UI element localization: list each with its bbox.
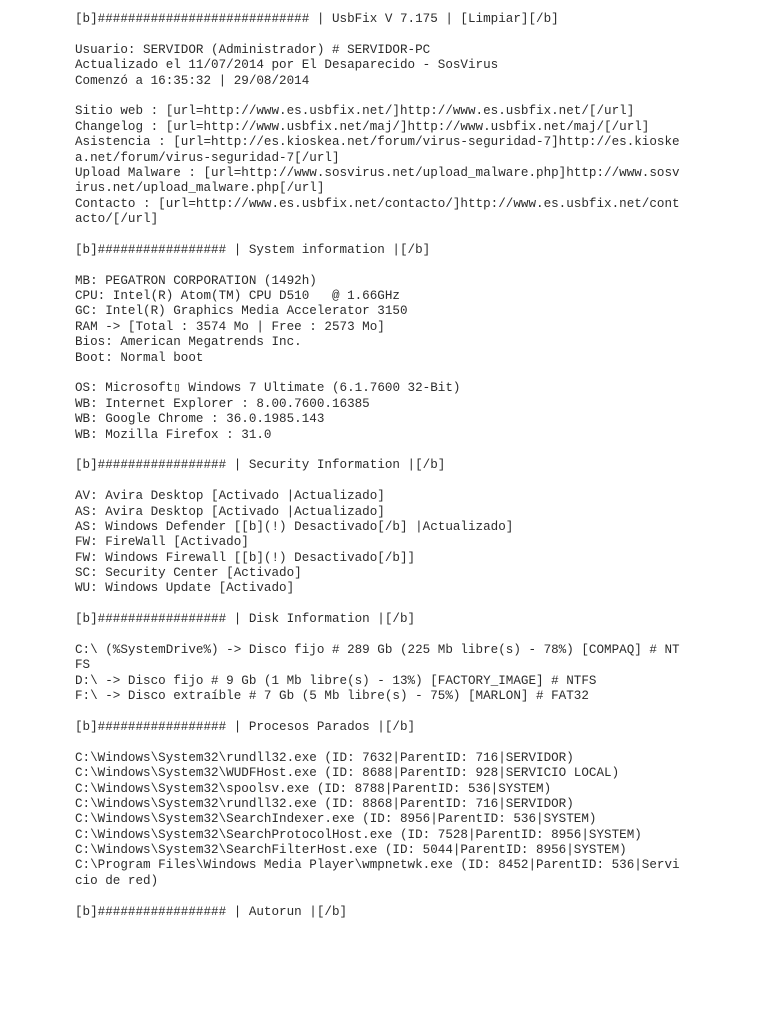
security-item: AS: Avira Desktop [Activado |Actualizado] xyxy=(75,504,385,519)
stopped-processes-section xyxy=(75,720,685,889)
spacer xyxy=(75,27,685,42)
process-item: C:\Windows\System32\rundll32.exe (ID: 8868|ParentID: 716|SERVIDOR) xyxy=(75,796,574,811)
upload-malware-line-cont: irus.net/upload_malware.php[/url] xyxy=(75,181,325,196)
website-line: Sitio web : [url=http://www.es.usbfix.net/]http://www.es.usbfix.net/[/url] xyxy=(75,104,635,119)
assistance-line: Asistencia : [url=http://es.kioskea.net/forum/virus-seguridad-7]http://es.kioske xyxy=(75,135,680,150)
spacer xyxy=(75,705,685,720)
spacer xyxy=(75,443,685,458)
disk-item: C:\ (%SystemDrive%) -> Disco fijo # 289 Gb (225 Mb libre(s) - 78%) [COMPAQ] # NT xyxy=(75,643,680,658)
spacer xyxy=(75,258,685,273)
system-information-section xyxy=(75,243,685,443)
spacer xyxy=(75,628,685,643)
report-title: [b]############################ | UsbFix V 7.175 | [Limpiar][/b] xyxy=(75,12,559,26)
graphics-line: GC: Intel(R) Graphics Media Accelerator 3150 xyxy=(75,304,408,319)
process-item: C:\Windows\System32\SearchFilterHost.exe (ID: 5044|ParentID: 8956|SYSTEM) xyxy=(75,843,627,858)
autorun-section xyxy=(75,905,685,920)
spacer xyxy=(75,227,685,242)
changelog-line: Changelog : [url=http://www.usbfix.net/maj/]http://www.usbfix.net/maj/[/url] xyxy=(75,119,650,134)
started-line: Comenzó a 16:35:32 | 29/08/2014 xyxy=(75,73,310,88)
contact-line: Contacto : [url=http://www.es.usbfix.net/contacto/]http://www.es.usbfix.net/cont xyxy=(75,196,680,211)
spacer xyxy=(75,89,685,104)
browser-line: WB: Google Chrome : 36.0.1985.143 xyxy=(75,412,325,427)
security-information-section xyxy=(75,458,685,597)
usbfix-report xyxy=(75,12,685,920)
spacer xyxy=(75,366,685,381)
disk-item-cont: FS xyxy=(75,658,91,673)
security-item: AS: Windows Defender [[b](!) Desactivado[/b] |Actualizado] xyxy=(75,519,514,534)
security-item: FW: Windows Firewall [[b](!) Desactivado[/b]] xyxy=(75,550,416,565)
links-block xyxy=(75,104,685,227)
process-item: C:\Windows\System32\WUDFHost.exe (ID: 8688|ParentID: 928|SERVICIO LOCAL) xyxy=(75,766,620,781)
section-heading: [b]################# | Disk Information |[/b] xyxy=(75,612,416,627)
security-item: FW: FireWall [Activado] xyxy=(75,535,249,550)
section-heading: [b]################# | Security Information |[/b] xyxy=(75,458,446,473)
bios-line: Bios: American Megatrends Inc. xyxy=(75,335,302,350)
disk-item: F:\ -> Disco extraíble # 7 Gb (5 Mb libre(s) - 75%) [MARLON] # FAT32 xyxy=(75,689,589,704)
process-item: C:\Windows\System32\SearchIndexer.exe (ID: 8956|ParentID: 536|SYSTEM) xyxy=(75,812,597,827)
section-heading: [b]################# | System information |[/b] xyxy=(75,242,431,257)
spacer xyxy=(75,735,685,750)
user-info-block xyxy=(75,43,685,89)
security-item: SC: Security Center [Activado] xyxy=(75,566,302,581)
cpu-line: CPU: Intel(R) Atom(TM) CPU D510 @ 1.66GHz xyxy=(75,289,400,304)
ram-line: RAM -> [Total : 3574 Mo | Free : 2573 Mo] xyxy=(75,319,385,334)
disk-item: D:\ -> Disco fijo # 9 Gb (1 Mb libre(s) - 13%) [FACTORY_IMAGE] # NTFS xyxy=(75,673,597,688)
browser-line: WB: Mozilla Firefox : 31.0 xyxy=(75,427,272,442)
process-item: C:\Windows\System32\rundll32.exe (ID: 7632|ParentID: 716|SERVIDOR) xyxy=(75,750,574,765)
assistance-line-cont: a.net/forum/virus-seguridad-7[/url] xyxy=(75,150,340,165)
upload-malware-line: Upload Malware : [url=http://www.sosvirus.net/upload_malware.php]http://www.sosv xyxy=(75,165,680,180)
process-item: C:\Windows\System32\spoolsv.exe (ID: 8788|ParentID: 536|SYSTEM) xyxy=(75,781,552,796)
disk-information-section xyxy=(75,612,685,704)
process-item: C:\Program Files\Windows Media Player\wmpnetwk.exe (ID: 8452|ParentID: 536|Servi xyxy=(75,858,680,873)
contact-line-cont: acto/[/url] xyxy=(75,212,159,227)
spacer xyxy=(75,597,685,612)
process-item: C:\Windows\System32\SearchProtocolHost.exe (ID: 7528|ParentID: 8956|SYSTEM) xyxy=(75,827,642,842)
motherboard-line: MB: PEGATRON CORPORATION (1492h) xyxy=(75,273,317,288)
security-item: AV: Avira Desktop [Activado |Actualizado] xyxy=(75,489,385,504)
spacer xyxy=(75,474,685,489)
user-line: Usuario: SERVIDOR (Administrador) # SERVIDOR-PC xyxy=(75,42,431,57)
spacer xyxy=(75,889,685,904)
os-line: OS: Microsoft▯ Windows 7 Ultimate (6.1.7600 32-Bit) xyxy=(75,381,461,396)
section-heading: [b]################# | Procesos Parados |[/b] xyxy=(75,719,416,734)
section-heading: [b]################# | Autorun |[/b] xyxy=(75,904,348,919)
boot-line: Boot: Normal boot xyxy=(75,350,204,365)
browser-line: WB: Internet Explorer : 8.00.7600.16385 xyxy=(75,396,370,411)
security-item: WU: Windows Update [Activado] xyxy=(75,581,295,596)
updated-line: Actualizado el 11/07/2014 por El Desaparecido - SosVirus xyxy=(75,58,499,73)
process-item-cont: cio de red) xyxy=(75,873,159,888)
